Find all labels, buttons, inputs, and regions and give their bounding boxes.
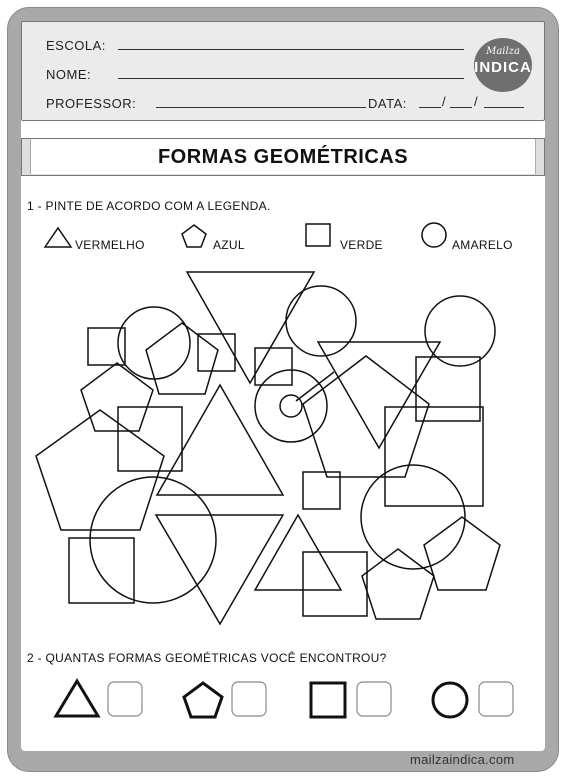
legend-label-circle: AMARELO xyxy=(452,238,513,252)
line-segment xyxy=(296,372,334,401)
count-triangle-icon xyxy=(56,681,98,716)
date-label: DATA: xyxy=(368,96,407,111)
count-square-icon xyxy=(311,683,345,717)
square-shape[interactable] xyxy=(118,407,182,471)
date-separator-1: / xyxy=(442,94,447,109)
triangle-shape[interactable] xyxy=(187,272,314,383)
shape-cluster[interactable] xyxy=(36,272,500,624)
pentagon-shape[interactable] xyxy=(362,549,434,619)
count-circle-icon xyxy=(433,683,467,717)
circle-shape[interactable] xyxy=(255,370,327,442)
pentagon-shape[interactable] xyxy=(36,410,164,530)
pentagon-shape[interactable] xyxy=(81,363,153,431)
legend-label-pentagon: AZUL xyxy=(213,238,245,252)
square-shape[interactable] xyxy=(69,538,134,603)
pentagon-shape[interactable] xyxy=(424,517,500,590)
legend-circle-icon xyxy=(422,223,446,247)
legend-pentagon-icon xyxy=(182,225,206,247)
count-answer-box-pentagon[interactable] xyxy=(232,682,266,716)
footer-url: mailzaindica.com xyxy=(410,752,515,767)
count-answer-box-circle[interactable] xyxy=(479,682,513,716)
count-pentagon-icon xyxy=(184,683,222,717)
page-title: FORMAS GEOMÉTRICAS xyxy=(157,146,409,168)
legend-triangle-icon xyxy=(45,228,71,247)
circle-shape[interactable] xyxy=(286,286,356,356)
circle-shape[interactable] xyxy=(425,296,495,366)
teacher-label: PROFESSOR: xyxy=(46,96,137,111)
school-label: ESCOLA: xyxy=(46,38,106,53)
pentagon-shape[interactable] xyxy=(303,356,429,477)
square-shape[interactable] xyxy=(385,407,483,506)
count-answer-box-square[interactable] xyxy=(357,682,391,716)
circle-shape[interactable] xyxy=(361,465,465,569)
question-2: 2 - QUANTAS FORMAS GEOMÉTRICAS VOCÊ ENCONTROU? xyxy=(27,651,387,665)
date-separator-2: / xyxy=(474,94,479,109)
question-1: 1 - PINTE DE ACORDO COM A LEGENDA. xyxy=(27,199,271,213)
circle-shape[interactable] xyxy=(118,307,190,379)
triangle-shape[interactable] xyxy=(318,342,440,448)
square-shape[interactable] xyxy=(303,552,367,616)
legend-label-triangle: VERMELHO xyxy=(75,238,145,252)
square-shape[interactable] xyxy=(255,348,292,385)
legend-square-icon xyxy=(306,224,330,246)
logo-line-1: Mailza xyxy=(486,46,520,57)
logo-line-2: INDICA xyxy=(474,59,532,76)
triangle-shape[interactable] xyxy=(157,385,283,495)
name-label: NOME: xyxy=(46,67,92,82)
count-answer-box-triangle[interactable] xyxy=(108,682,142,716)
legend-label-square: VERDE xyxy=(340,238,383,252)
triangle-shape[interactable] xyxy=(156,515,283,624)
